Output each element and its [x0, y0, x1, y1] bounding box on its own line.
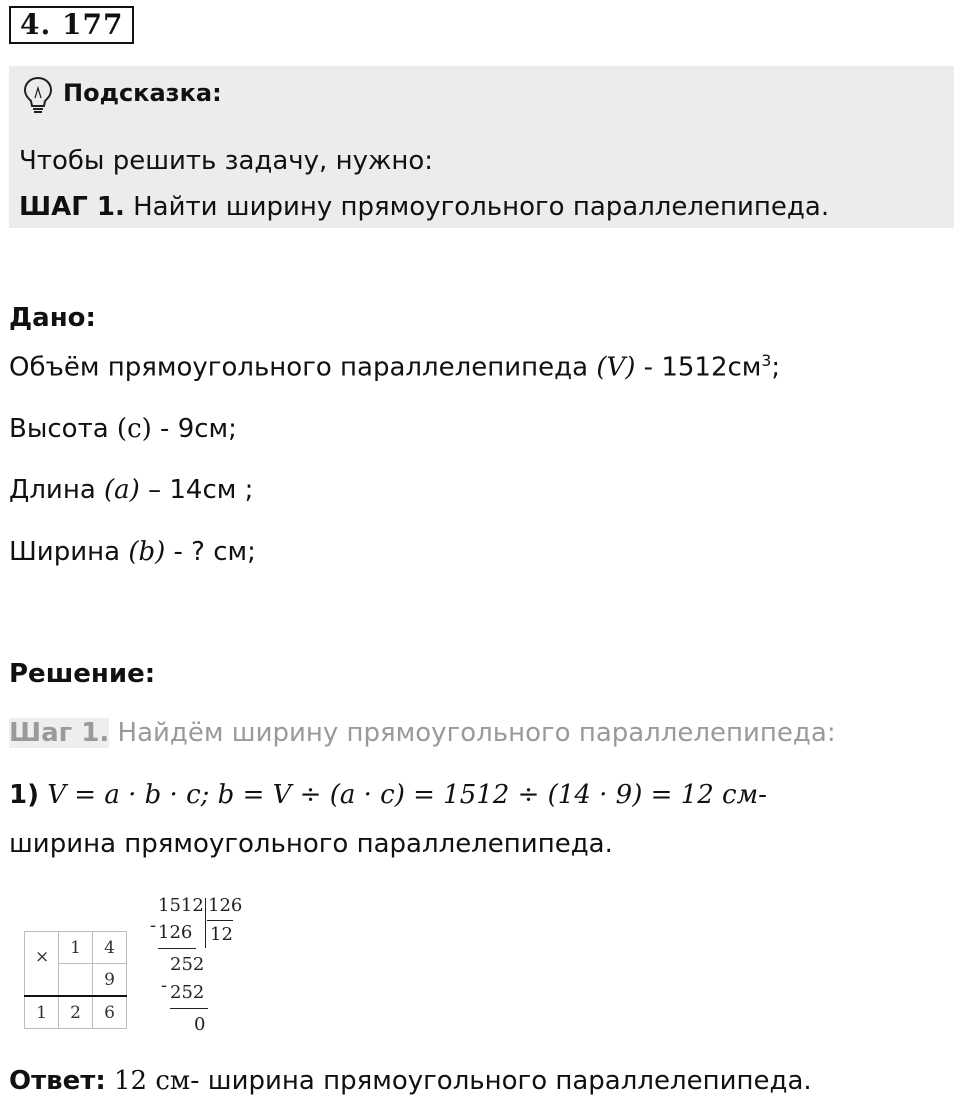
hint-intro: Чтобы решить задачу, нужно:	[19, 146, 434, 176]
hint-step-text: Найти ширину прямоугольного параллелепипеда.	[124, 192, 830, 222]
solution-step-text: Найдём ширину прямоугольного параллелепипеда:	[109, 718, 836, 748]
remainder-1: 252	[170, 954, 205, 975]
solution-step	[9, 718, 836, 748]
task-number: 4. 177	[9, 6, 134, 44]
hint-box	[9, 66, 954, 228]
long-division	[150, 895, 260, 1040]
subtrahend-2: 252	[170, 982, 205, 1003]
answer	[9, 1066, 812, 1096]
sub-line-1	[158, 948, 196, 949]
remainder-2: 0	[194, 1014, 206, 1035]
lightbulb-icon	[23, 76, 53, 114]
mult-result-cell: 6	[93, 996, 127, 1029]
volume-label: Объём прямоугольного параллелепипеда	[9, 352, 597, 383]
height-value: - 9см;	[151, 414, 237, 444]
given-heading: Дано:	[9, 303, 96, 333]
divisor: 126	[208, 895, 243, 916]
mult-sign-cell	[25, 946, 59, 997]
mult-result-cell: 2	[59, 996, 93, 1029]
answer-text: - ширина прямоугольного параллелепипеда.	[190, 1066, 812, 1096]
answer-label: Ответ:	[9, 1066, 106, 1096]
width-label: Ширина	[9, 537, 129, 567]
volume-value: - 1512см	[635, 352, 762, 383]
length-var: (a)	[104, 475, 140, 505]
div-minus-2: -	[161, 975, 168, 996]
given-height	[9, 414, 237, 444]
given-length	[9, 475, 253, 505]
width-var: (b)	[128, 537, 166, 567]
item-number: 1)	[9, 780, 39, 810]
width-value: - ? см;	[165, 537, 256, 567]
height-label: Высота	[9, 414, 117, 444]
mult-cell: 9	[93, 964, 127, 997]
answer-value: 12 см	[105, 1066, 191, 1096]
solution-formula	[9, 780, 767, 810]
mult-cell: 1	[59, 932, 93, 964]
mult-result-cell: 1	[25, 996, 59, 1029]
hint-title: Подсказка:	[63, 79, 222, 107]
hint-step	[19, 192, 829, 222]
hint-step-label: ШАГ 1.	[19, 192, 125, 222]
solution-step-label: Шаг 1.	[9, 718, 110, 748]
length-label: Длина	[9, 475, 105, 505]
formula: V = a · b · c; b = V ÷ (a · c) = 1512 ÷ (14 · 9) = 12 см-	[47, 780, 767, 810]
volume-exp: 3	[761, 352, 772, 370]
quotient-line	[207, 920, 233, 921]
given-width	[9, 537, 256, 567]
sub-line-2	[170, 1008, 208, 1009]
mult-cell	[59, 964, 93, 997]
solution-heading: Решение:	[9, 659, 156, 689]
subtrahend-1: 126	[158, 922, 193, 943]
quotient: 12	[210, 924, 233, 945]
height-var: (c)	[116, 414, 152, 444]
mult-cell: 4	[93, 932, 127, 964]
volume-var: (V)	[596, 352, 636, 383]
division-bar	[205, 898, 206, 948]
dividend: 1512	[158, 895, 204, 916]
length-value: – 14см ;	[139, 475, 254, 505]
div-minus-1: -	[150, 915, 157, 936]
multiplication-table	[24, 931, 127, 1029]
given-volume	[9, 352, 780, 383]
formula-continuation: ширина прямоугольного параллелепипеда.	[9, 829, 613, 859]
volume-tail: ;	[771, 352, 781, 383]
multiply-sign: ×	[35, 946, 50, 967]
